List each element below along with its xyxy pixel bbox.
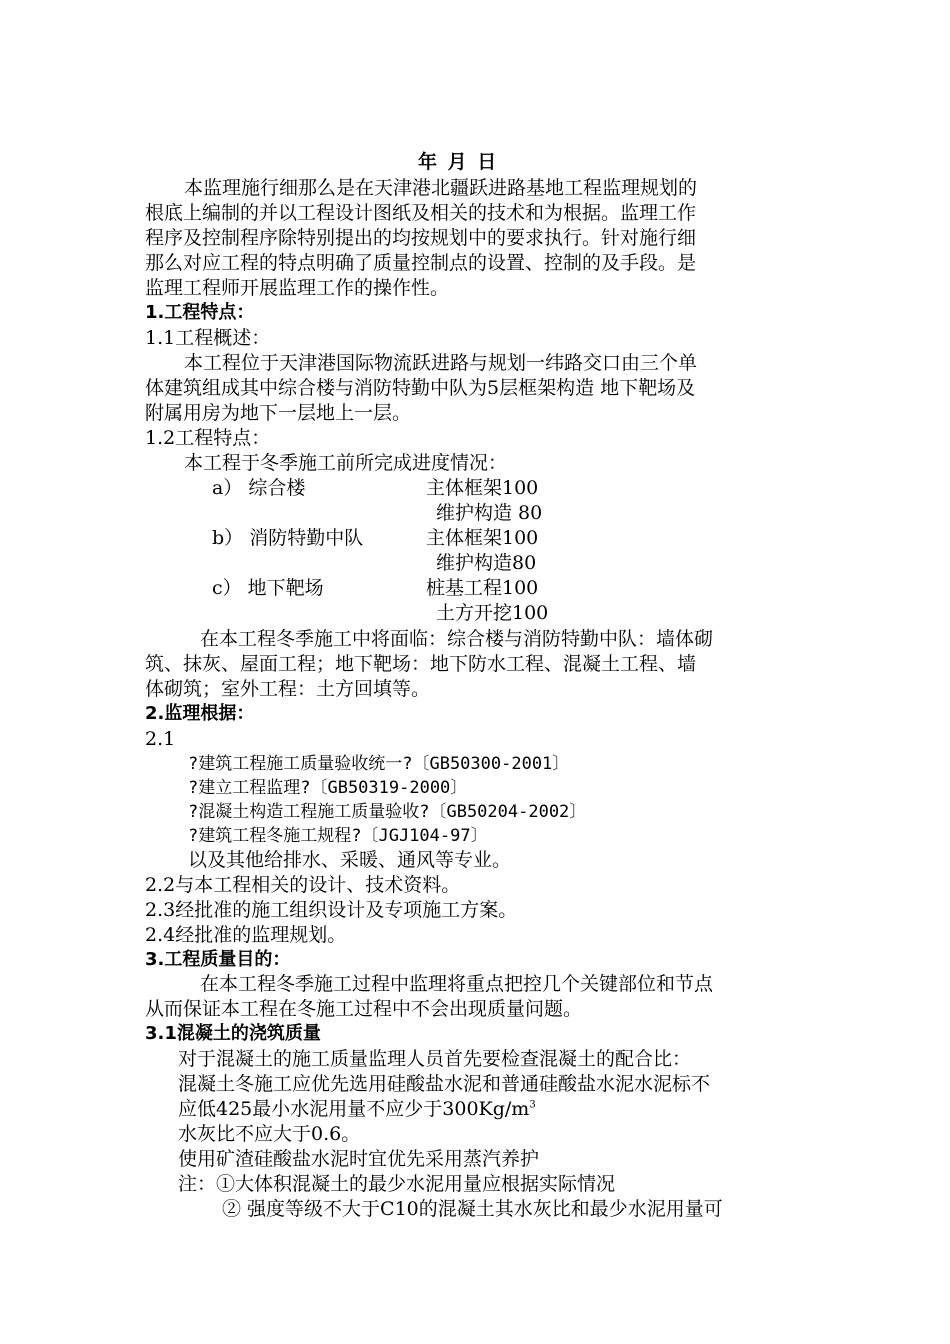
paragraph-line: 混凝土冬施工应优先选用硅酸盐水泥和普通硅酸盐水泥水泥标不	[178, 1073, 711, 1095]
progress-item: 主体框架100	[426, 477, 539, 499]
intro-line: 程序及控制程序除特别提出的均按规划中的要求执行。针对施行细	[145, 227, 697, 249]
paragraph-line: 对于混凝土的施工质量监理人员首先要检查混凝土的配合比：	[178, 1048, 692, 1070]
paragraph-line: 在本工程冬季施工中将面临：综合楼与消防特勤中队：墙体砌	[200, 628, 714, 650]
paragraph-line: 从而保证本工程在冬施工过程中不会出现质量问题。	[145, 998, 583, 1020]
list-item: 2.4经批准的监理规划。	[145, 924, 347, 946]
paragraph-line: 本工程位于天津港国际物流跃进路与规划一纬路交口由三个单	[184, 352, 698, 374]
standard-reference: ?建立工程监理?〔GB50319-2000〕	[188, 778, 468, 798]
intro-line: 那么对应工程的特点明确了质量控制点的设置、控制的及手段。是	[145, 252, 697, 274]
progress-item: 桩基工程100	[426, 577, 539, 599]
progress-item: 维护构造 80	[436, 502, 543, 524]
date-line: 年 月 日	[418, 151, 499, 173]
section-heading: 1.工程特点：	[145, 302, 255, 323]
paragraph-line: 附属用房为地下一层地上一层。	[145, 402, 412, 424]
paragraph-line: 筑、抹灰、屋面工程；地下靶场：地下防水工程、混凝土工程、墙	[145, 653, 697, 675]
section-heading: 3.工程质量目的：	[145, 949, 291, 970]
paragraph-line: 体建筑组成其中综合楼与消防特勤中队为5层框架构造 地下靶场及	[145, 377, 696, 399]
paragraph-line: 体砌筑；室外工程：土方回填等。	[145, 678, 431, 700]
progress-label: c） 地下靶场	[212, 577, 324, 599]
standard-reference: ?混凝土构造工程施工质量验收?〔GB50204-2002〕	[188, 802, 587, 822]
paragraph-line: 使用矿渣硅酸盐水泥时宜优先采用蒸汽养护	[178, 1148, 540, 1170]
standard-reference: ?建筑工程冬施工规程?〔JGJ104-97〕	[188, 826, 488, 846]
intro-line: 根底上编制的并以工程设计图纸及相关的技术和为根据。监理工作	[145, 202, 697, 224]
cement-requirement-text: 应低425最小水泥用量不应少于300Kg/m	[178, 1098, 530, 1120]
subsection-heading: 2.1	[145, 728, 176, 750]
subsection-heading: 1.2工程特点：	[145, 427, 271, 449]
paragraph-line: 水灰比不应大于0.6。	[178, 1123, 361, 1145]
list-item: 2.2与本工程相关的设计、技术资料。	[145, 874, 461, 896]
subsection-heading: 3.1混凝土的浇筑质量	[145, 1023, 321, 1044]
subsection-heading: 1.1工程概述：	[145, 327, 271, 349]
progress-item: 维护构造80	[436, 552, 537, 574]
progress-label: a） 综合楼	[212, 477, 306, 499]
paragraph-line: 以及其他给排水、采暖、通风等专业。	[188, 849, 512, 871]
list-item: 2.3经批准的施工组织设计及专项施工方案。	[145, 899, 518, 921]
unit-superscript: 3	[529, 1099, 536, 1111]
standard-reference: ?建筑工程施工质量验收统一?〔GB50300-2001〕	[188, 754, 570, 774]
intro-line: 本监理施行细那么是在天津港北疆跃进路基地工程监理规划的	[184, 177, 698, 199]
paragraph-line: 在本工程冬季施工过程中监理将重点把控几个关键部位和节点	[200, 973, 714, 995]
section-heading: 2.监理根据：	[145, 703, 255, 724]
intro-line: 监理工程师开展监理工作的操作性。	[145, 277, 450, 299]
progress-item: 主体框架100	[426, 527, 539, 549]
note-line: ② 强度等级不大于C10的混凝土其水灰比和最少水泥用量可	[222, 1198, 723, 1220]
progress-item: 土方开挖100	[436, 602, 549, 624]
paragraph-line: 本工程于冬季施工前所完成进度情况：	[184, 452, 508, 474]
paragraph-line	[178, 1097, 536, 1121]
note-line: 注：①大体积混凝土的最少水泥用量应根据实际情况	[178, 1173, 616, 1195]
progress-label: b） 消防特勤中队	[212, 527, 364, 549]
